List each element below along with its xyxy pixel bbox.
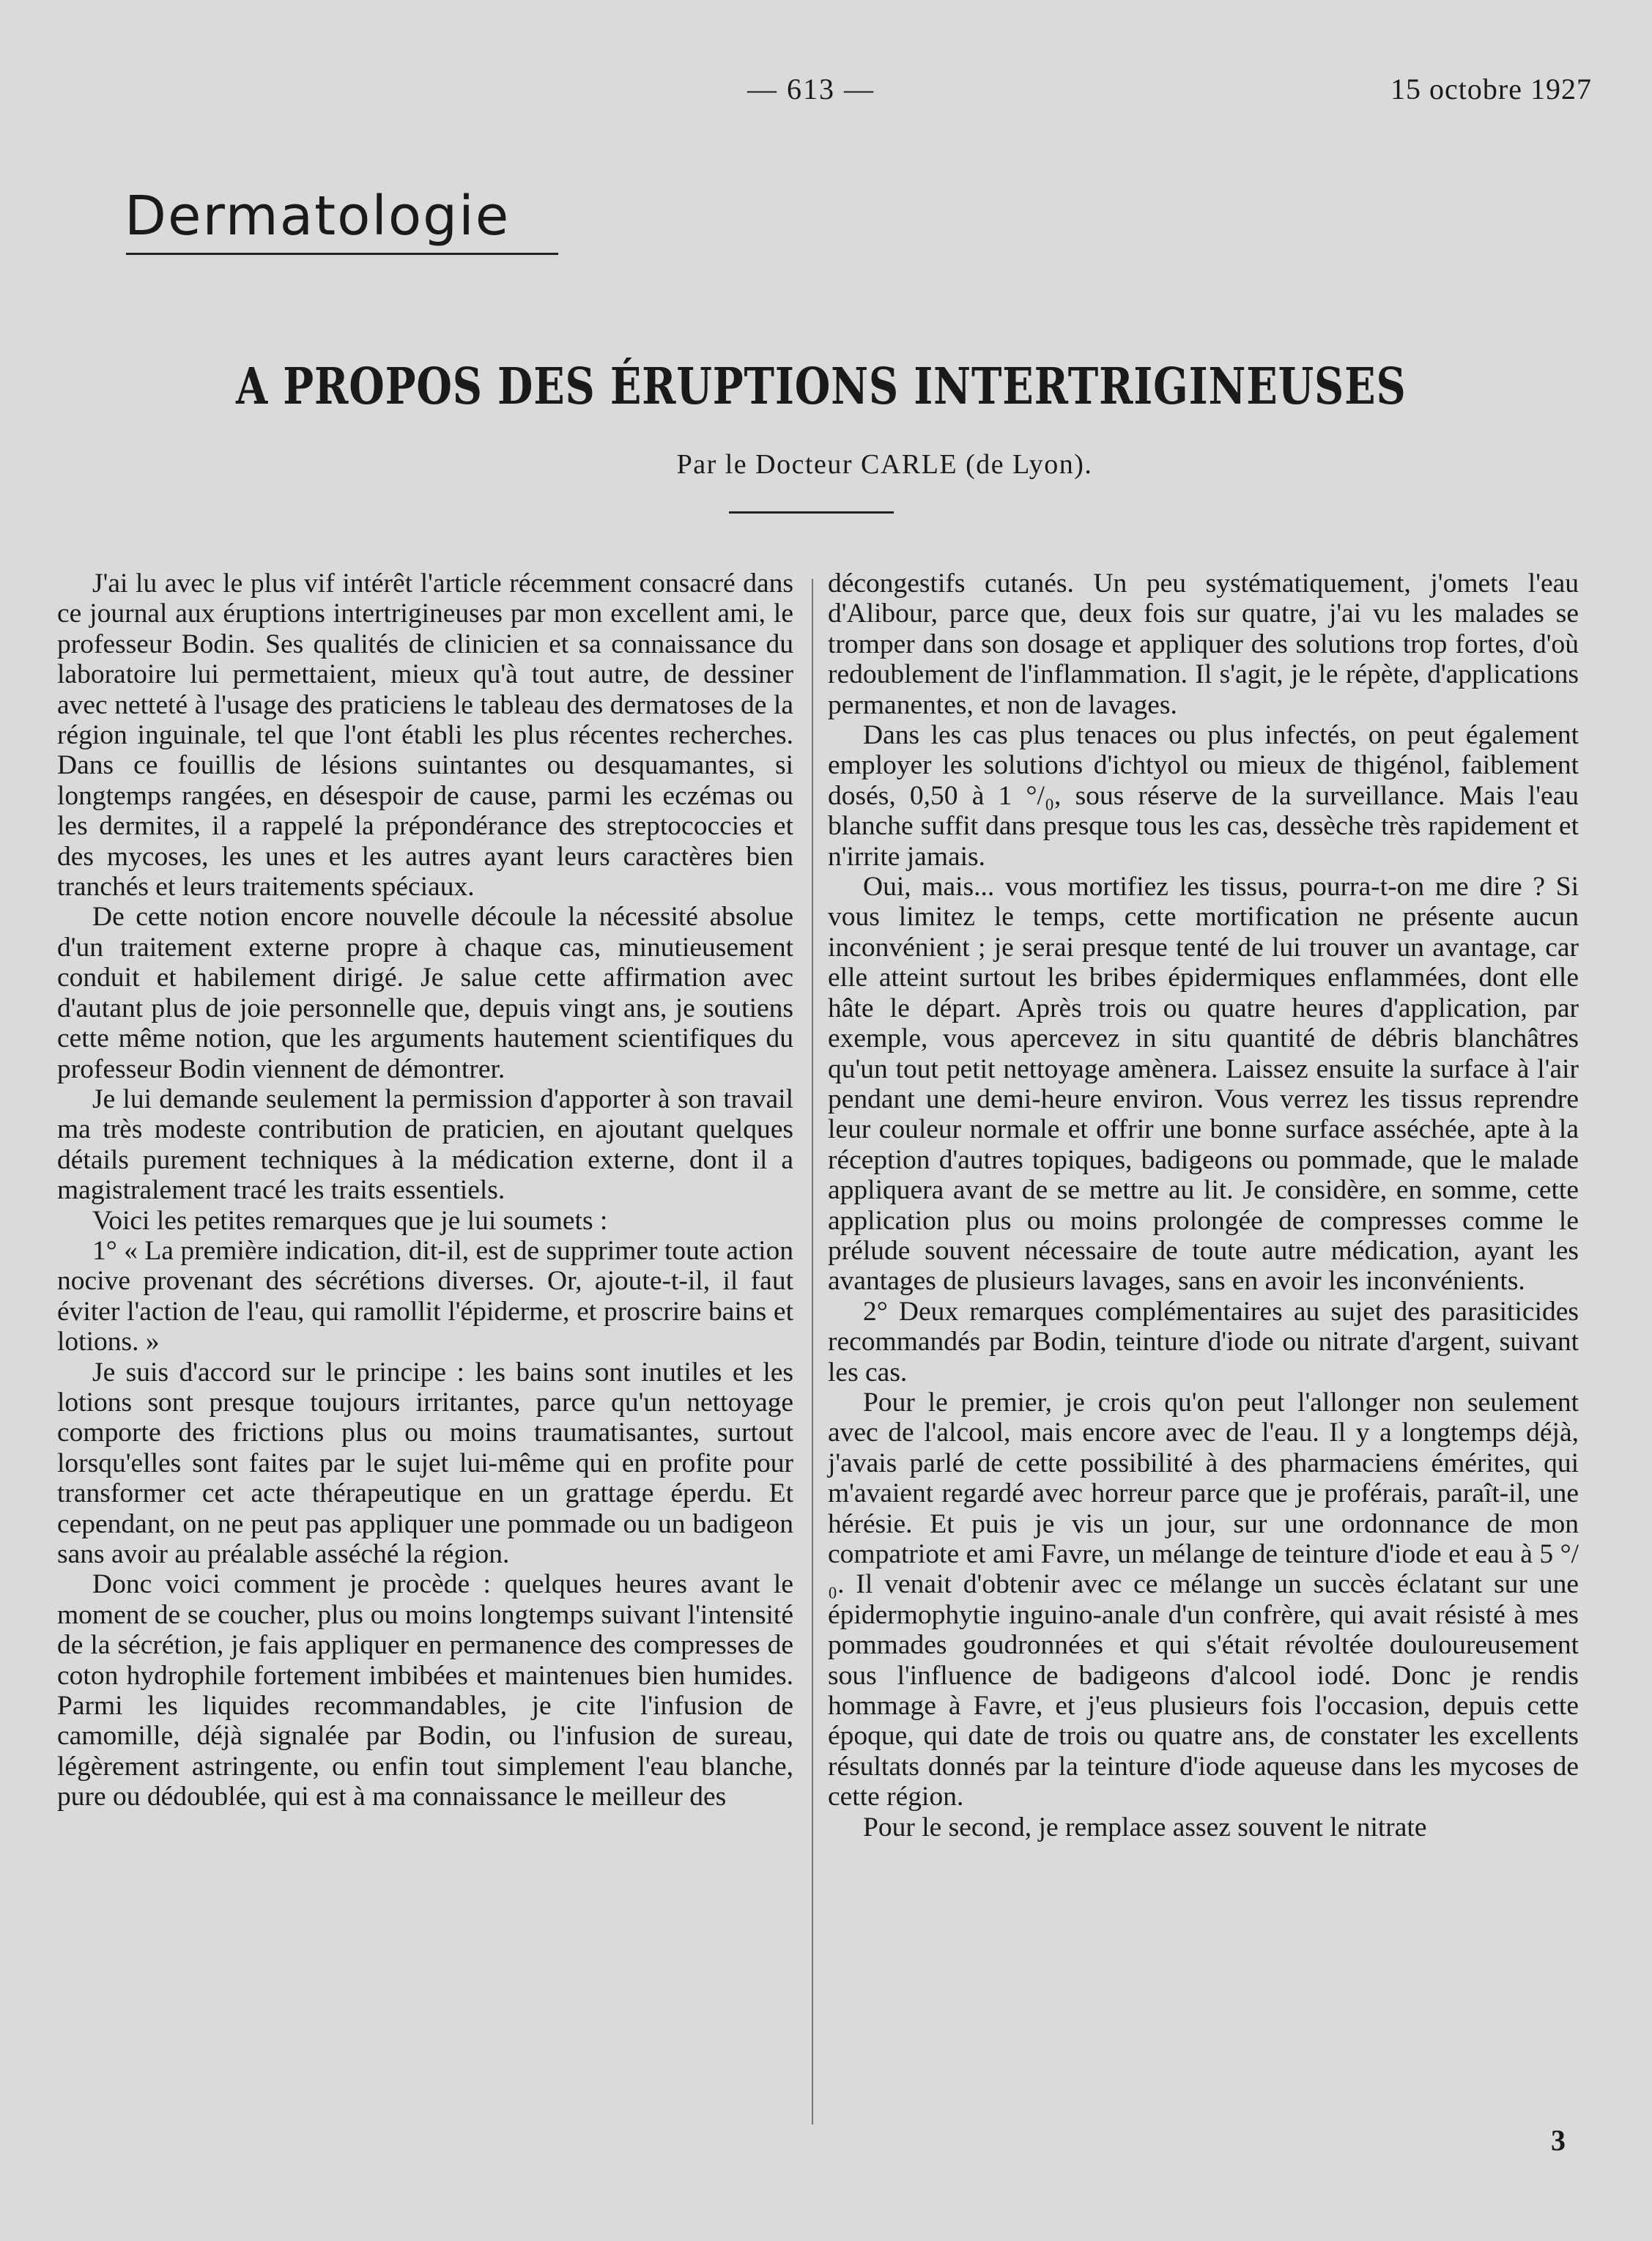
paragraph: Pour le premier, je crois qu'on peut l'allonger non seulement avec de l'alcool, mais encore avec de l'eau. Il y a longtemps déjà, j'avais parlé de cette possibilité à des pharmaciens émérites, qui m'avaient regardé avec horreur parce que je proférais, paraît-il, une hérésie. Et puis je vis un jour, sur une ordonnance de mon compatriote et ami Favre, un mélange de teinture d'iode et eau à 5 °/₀. Il venait d'obtenir avec ce mélange un succès éclatant sur une épidermophytie inguino-anale d'un confrère, qui avait résisté à mes pommades goudronnées et qui s'était révoltée douloureusement sous l'influence de badigeons d'alcool iodé. Donc je rendis hommage à Favre, et j'eus plusieurs fois l'occasion, depuis cette époque, qui date de trois ou quatre ans, de constater les excellents résultats donnés par la teinture d'iode aqueuse dans les mycoses de cette région.: [828, 1387, 1579, 1812]
paragraph: Voici les petites remarques que je lui soumets :: [92, 1205, 608, 1236]
issue-date: 15 octobre 1927: [1390, 73, 1592, 105]
paragraph: 1° « La première indication, dit-il, est de supprimer toute action nocive provenant des sécrétions diverses. Or, ajoute-t-il, il faut éviter l'action de l'eau, qui ramollit l'épiderme, et proscrire bains et lotions. »: [57, 1235, 793, 1357]
paragraph: De cette notion encore nouvelle découle la nécessité absolue d'un traitement externe propre à chaque cas, minutieusement conduit et habilement dirigé. Je salue cette affirmation avec d'autant plus de joie personnelle que, depuis vingt ans, je soutiens cette même notion, que les arguments hautement scientifiques du professeur Bodin viennent de démontrer.: [57, 902, 793, 1084]
folio-number: 3: [1551, 2124, 1566, 2157]
paragraph: Donc voici comment je procède : quelques heures avant le moment de se coucher, plus ou moins longtemps suivant l'intensité de la sécrétion, je fais appliquer en permanence des compresses de coton hydrophile fortement imbibées et maintenues bien humides. Parmi les liquides recommandables, je cite l'infusion de camomille, déjà signalée par Bodin, ou l'infusion de sureau, légèrement astringente, ou enfin tout simplement l'eau blanche, pure ou dédoublée, qui est à ma connaissance le meilleur des: [57, 1569, 793, 1812]
paragraph: Oui, mais... vous mortifiez les tissus, pourra-t-on me dire ? Si vous limitez le temps, cette mortification ne présente aucun inconvénient ; je serai presque tenté de lui trouver un avantage, car elle atteint surtout les bribes épidermiques enflammées, dont elle hâte le départ. Après trois ou quatre heures d'application, par exemple, vous apercevez in situ quantité de débris blanchâtres qu'un tout petit nettoyage amènera. Laissez ensuite la surface à l'air pendant une demi-heure environ. Vous verrez les tissus reprendre leur couleur normale et offrir une bonne surface asséchée, apte à la réception d'autres topiques, badigeons ou pommade, que le malade appliquera avant de se mettre au lit. Je considère, en somme, cette application plus ou moins prolongée de compresses comme le prélude souvent nécessaire de toute autre médication, ayant les avantages de plusieurs lavages, sans en avoir les inconvénients.: [828, 872, 1579, 1297]
paragraph: Je suis d'accord sur le principe : les bains sont inutiles et les lotions sont presque toujours irritantes, parce qu'un nettoyage comporte des frictions plus ou moins traumatisantes, surtout lorsqu'elles sont faites par le sujet lui-même qui en profite pour transformer cet acte thérapeutique en un grattage éperdu. Et cependant, on ne peut pas appliquer une pommade ou un badigeon sans avoir au préalable asséché la région.: [57, 1357, 793, 1569]
article-title: A PROPOS DES ÉRUPTIONS INTERTRIGINEUSES: [235, 358, 1407, 416]
paragraph: J'ai lu avec le plus vif intérêt l'article récemment consacré dans ce journal aux éruptions intertrigineuses par mon excellent ami, le professeur Bodin. Ses qualités de clinicien et sa connaissance du laboratoire lui permettaient, mieux qu'à tout autre, de dessiner avec netteté à l'usage des praticiens le tableau des dermatoses de la région inguinale, tel que l'ont établi les plus récentes recherches. Dans ce fouillis de lésions suintantes ou desquamantes, si longtemps rangées, en désespoir de cause, parmi les eczémas ou les dermites, il a rappelé la prépondérance des streptococcies et des mycoses, les unes et les autres ayant leurs caractères bien tranchés et leurs traitements spéciaux.: [57, 568, 793, 903]
left-column: [57, 568, 793, 1812]
title-separator: [729, 511, 894, 514]
column-divider: [812, 579, 813, 2125]
paragraph: Je lui demande seulement la permission d'apporter à son travail ma très modeste contribution de praticien, en ajoutant quelques détails purement techniques à la médication externe, dont il a magistralement tracé les traits essentiels.: [57, 1084, 793, 1206]
section-underline: [126, 253, 558, 255]
page-number: — 613 —: [747, 73, 875, 105]
paragraph: 2° Deux remarques complémentaires au sujet des parasiticides recommandés par Bodin, teinture d'iode ou nitrate d'argent, suivant les cas.: [828, 1296, 1579, 1388]
article-byline: Par le Docteur CARLE (de Lyon).: [676, 449, 1093, 480]
paragraph: Dans les cas plus tenaces ou plus infectés, on peut également employer les solutions d'ichtyol ou mieux de thigénol, faiblement dosés, 0,50 à 1 °/₀, sous réserve de la surveillance. Mais l'eau blanche suffit dans presque tous les cas, dessèche très rapidement et n'irrite jamais.: [828, 720, 1579, 872]
section-heading: Dermatologie: [125, 185, 511, 248]
right-column: [828, 568, 1579, 1842]
paragraph: décongestifs cutanés. Un peu systématiquement, j'omets l'eau d'Alibour, parce que, deux fois sur quatre, j'ai vu les malades se tromper dans son dosage et appliquer des solutions trop fortes, d'où redoublement de l'inflammation. Il s'agit, je le répète, d'applications permanentes, et non de lavages.: [828, 568, 1579, 720]
paragraph: Pour le second, je remplace assez souvent le nitrate: [863, 1812, 1427, 1842]
